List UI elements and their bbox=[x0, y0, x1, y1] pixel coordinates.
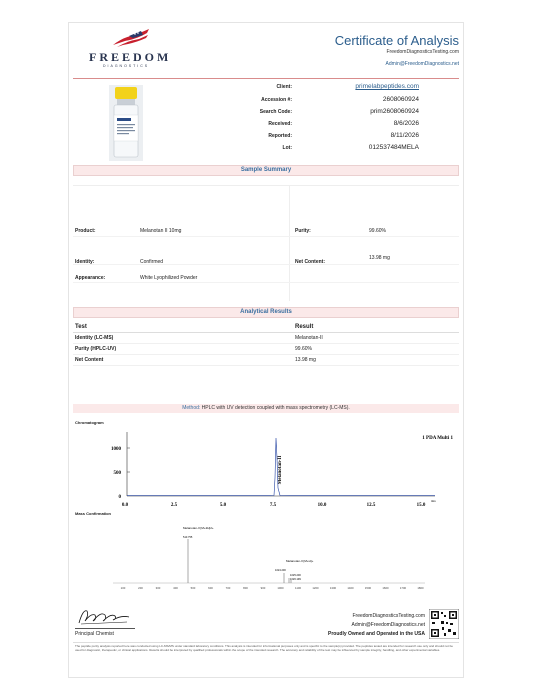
accession-label: Accession #: bbox=[261, 97, 292, 103]
header-email[interactable]: Admin@FreedomDiagnostics.net bbox=[385, 61, 459, 67]
chromatogram-legend: 1 PDA Multi 1 bbox=[422, 436, 453, 441]
product-value: Melanotan II 10mg bbox=[140, 228, 182, 234]
mass-spectrum-chart bbox=[75, 519, 459, 595]
received-label: Received: bbox=[268, 121, 292, 127]
x-tick-label: 1600 bbox=[382, 586, 389, 590]
identity-value: Confirmed bbox=[140, 259, 164, 265]
client-label: Client: bbox=[276, 84, 292, 90]
chromatogram-chart bbox=[75, 428, 459, 510]
flag-logo-icon bbox=[111, 27, 151, 49]
header-divider bbox=[73, 78, 459, 79]
net-content-label: Net Content: bbox=[295, 259, 325, 265]
purity-label: Purity: bbox=[295, 228, 311, 234]
col-test-header: Test bbox=[75, 324, 87, 330]
sample-summary-header: Sample Summary bbox=[73, 165, 459, 176]
received-value: 8/6/2026 bbox=[393, 120, 419, 127]
x-tick-label: 800 bbox=[243, 586, 248, 590]
table-row-result: Melanotan-II bbox=[295, 335, 323, 341]
reported-label: Reported: bbox=[268, 133, 292, 139]
lot-label: Lot: bbox=[282, 145, 292, 151]
x-tick-label: 1700 bbox=[399, 586, 407, 590]
mass-label-2: Melanotan-II [M+H]+ bbox=[286, 559, 314, 563]
peak-label: Melanotan-II bbox=[278, 455, 283, 485]
certificate-page bbox=[68, 22, 464, 678]
x-tick-label: 5.0 bbox=[219, 503, 227, 508]
method-banner bbox=[73, 404, 459, 413]
reported-value: 8/11/2026 bbox=[390, 132, 419, 139]
logo-subtitle: DIAGNOSTICS bbox=[103, 64, 150, 68]
table-row-result: 99.60% bbox=[295, 346, 312, 352]
x-tick-label: 100 bbox=[120, 586, 126, 590]
table-row-test: Identity (LC-MS) bbox=[75, 335, 114, 341]
x-tick-label: 1500 bbox=[364, 586, 372, 590]
x-tick-label: 200 bbox=[138, 586, 143, 590]
x-tick-label: 400 bbox=[173, 586, 178, 590]
x-tick-label: 7.5 bbox=[269, 503, 277, 508]
net-content-value: 13.98 mg bbox=[369, 255, 390, 261]
y-tick-label: 1000 bbox=[111, 447, 121, 452]
analytical-results-header: Analytical Results bbox=[73, 307, 459, 318]
col-result-header: Result bbox=[295, 324, 314, 330]
identity-label: Identity: bbox=[75, 259, 95, 265]
header-website[interactable]: FreedomDiagnosticsTesting.com bbox=[386, 49, 459, 55]
peak-annotation: 1024.200 bbox=[275, 569, 286, 572]
appearance-label: Appearance: bbox=[75, 275, 106, 281]
product-label: Product: bbox=[75, 228, 96, 234]
x-tick-label: 1800 bbox=[417, 586, 424, 590]
qr-code-icon[interactable] bbox=[429, 609, 459, 639]
search-code-label: Search Code: bbox=[259, 109, 292, 115]
x-tick-label: 500 bbox=[190, 586, 196, 590]
signatory-title: Principal Chemist bbox=[75, 631, 114, 637]
disclaimer-text: The peptide purity analysis reported here was conducted using LC-MS/MS under standard laboratory conditions. This analysis is intended for informational purposes only and is specific to the sample(s) provided. The peptides tested are intended for research use only and should not be used for diagnostic, therapeutic, or clinical applications. Results should be interpreted by qualified professionals within the scope of the intended research. The accuracy and reliability of the test may be influenced by sample integrity, handling, and other experimental variables. bbox=[75, 644, 453, 652]
x-tick-label: 1200 bbox=[312, 586, 319, 590]
x-tick-label: 15.0 bbox=[416, 503, 426, 508]
x-tick-label: 1300 bbox=[329, 586, 337, 590]
lot-value: 012537484MELA bbox=[368, 144, 419, 151]
x-tick-label: 2.5 bbox=[170, 503, 178, 508]
logo-wordmark: FREEDOM bbox=[89, 50, 172, 64]
search-code-value: prim2608060924 bbox=[370, 108, 419, 115]
peak-annotation: 1025.200 bbox=[290, 574, 301, 577]
footer-email[interactable]: Admin@FreedomDiagnostics.net bbox=[351, 622, 425, 628]
x-tick-label: 10.0 bbox=[317, 503, 327, 508]
signature-image bbox=[77, 607, 133, 627]
y-tick-label: 0 bbox=[118, 495, 121, 500]
x-unit-label: min bbox=[431, 499, 436, 503]
x-tick-label: 300 bbox=[155, 586, 161, 590]
table-row-test: Purity (HPLC-UV) bbox=[75, 346, 117, 352]
table-row-test: Net Content bbox=[75, 357, 104, 363]
page-title: Certificate of Analysis bbox=[334, 33, 459, 48]
method-text: HPLC with UV detection coupled with mass spectrometry (LC-MS). bbox=[201, 405, 350, 411]
peak-annotation: 513.755 bbox=[183, 536, 193, 539]
method-prefix: Method: bbox=[182, 405, 201, 411]
x-tick-label: 0.0 bbox=[121, 503, 129, 508]
mass-label-1: Melanotan-II [M+2H]2+ bbox=[183, 526, 214, 530]
x-tick-label: 600 bbox=[208, 586, 213, 590]
product-vial-image bbox=[109, 85, 143, 161]
mass-title: Mass Confirmation bbox=[75, 511, 112, 516]
y-tick-label: 500 bbox=[113, 471, 121, 476]
sample-summary-table bbox=[73, 185, 459, 301]
footer-tagline: Proudly Owned and Operated in the USA bbox=[328, 631, 425, 637]
x-tick-label: 700 bbox=[225, 586, 231, 590]
footer-website[interactable]: FreedomDiagnosticsTesting.com bbox=[352, 613, 425, 619]
table-row-result: 13.98 mg bbox=[295, 357, 316, 363]
purity-value: 99.60% bbox=[369, 228, 386, 234]
peak-annotation: 1026.199 bbox=[290, 578, 301, 581]
client-value[interactable]: primelabpeptides.com bbox=[355, 83, 419, 90]
chromatogram-title: Chromatogram bbox=[75, 420, 104, 425]
x-tick-label: 12.5 bbox=[366, 503, 376, 508]
accession-value: 2608060924 bbox=[382, 96, 419, 103]
x-tick-label: 1400 bbox=[347, 586, 354, 590]
x-tick-label: 900 bbox=[260, 586, 266, 590]
x-tick-label: 1000 bbox=[277, 586, 284, 590]
appearance-value: White Lyophilized Powder bbox=[140, 275, 198, 281]
x-tick-label: 1100 bbox=[294, 586, 302, 590]
